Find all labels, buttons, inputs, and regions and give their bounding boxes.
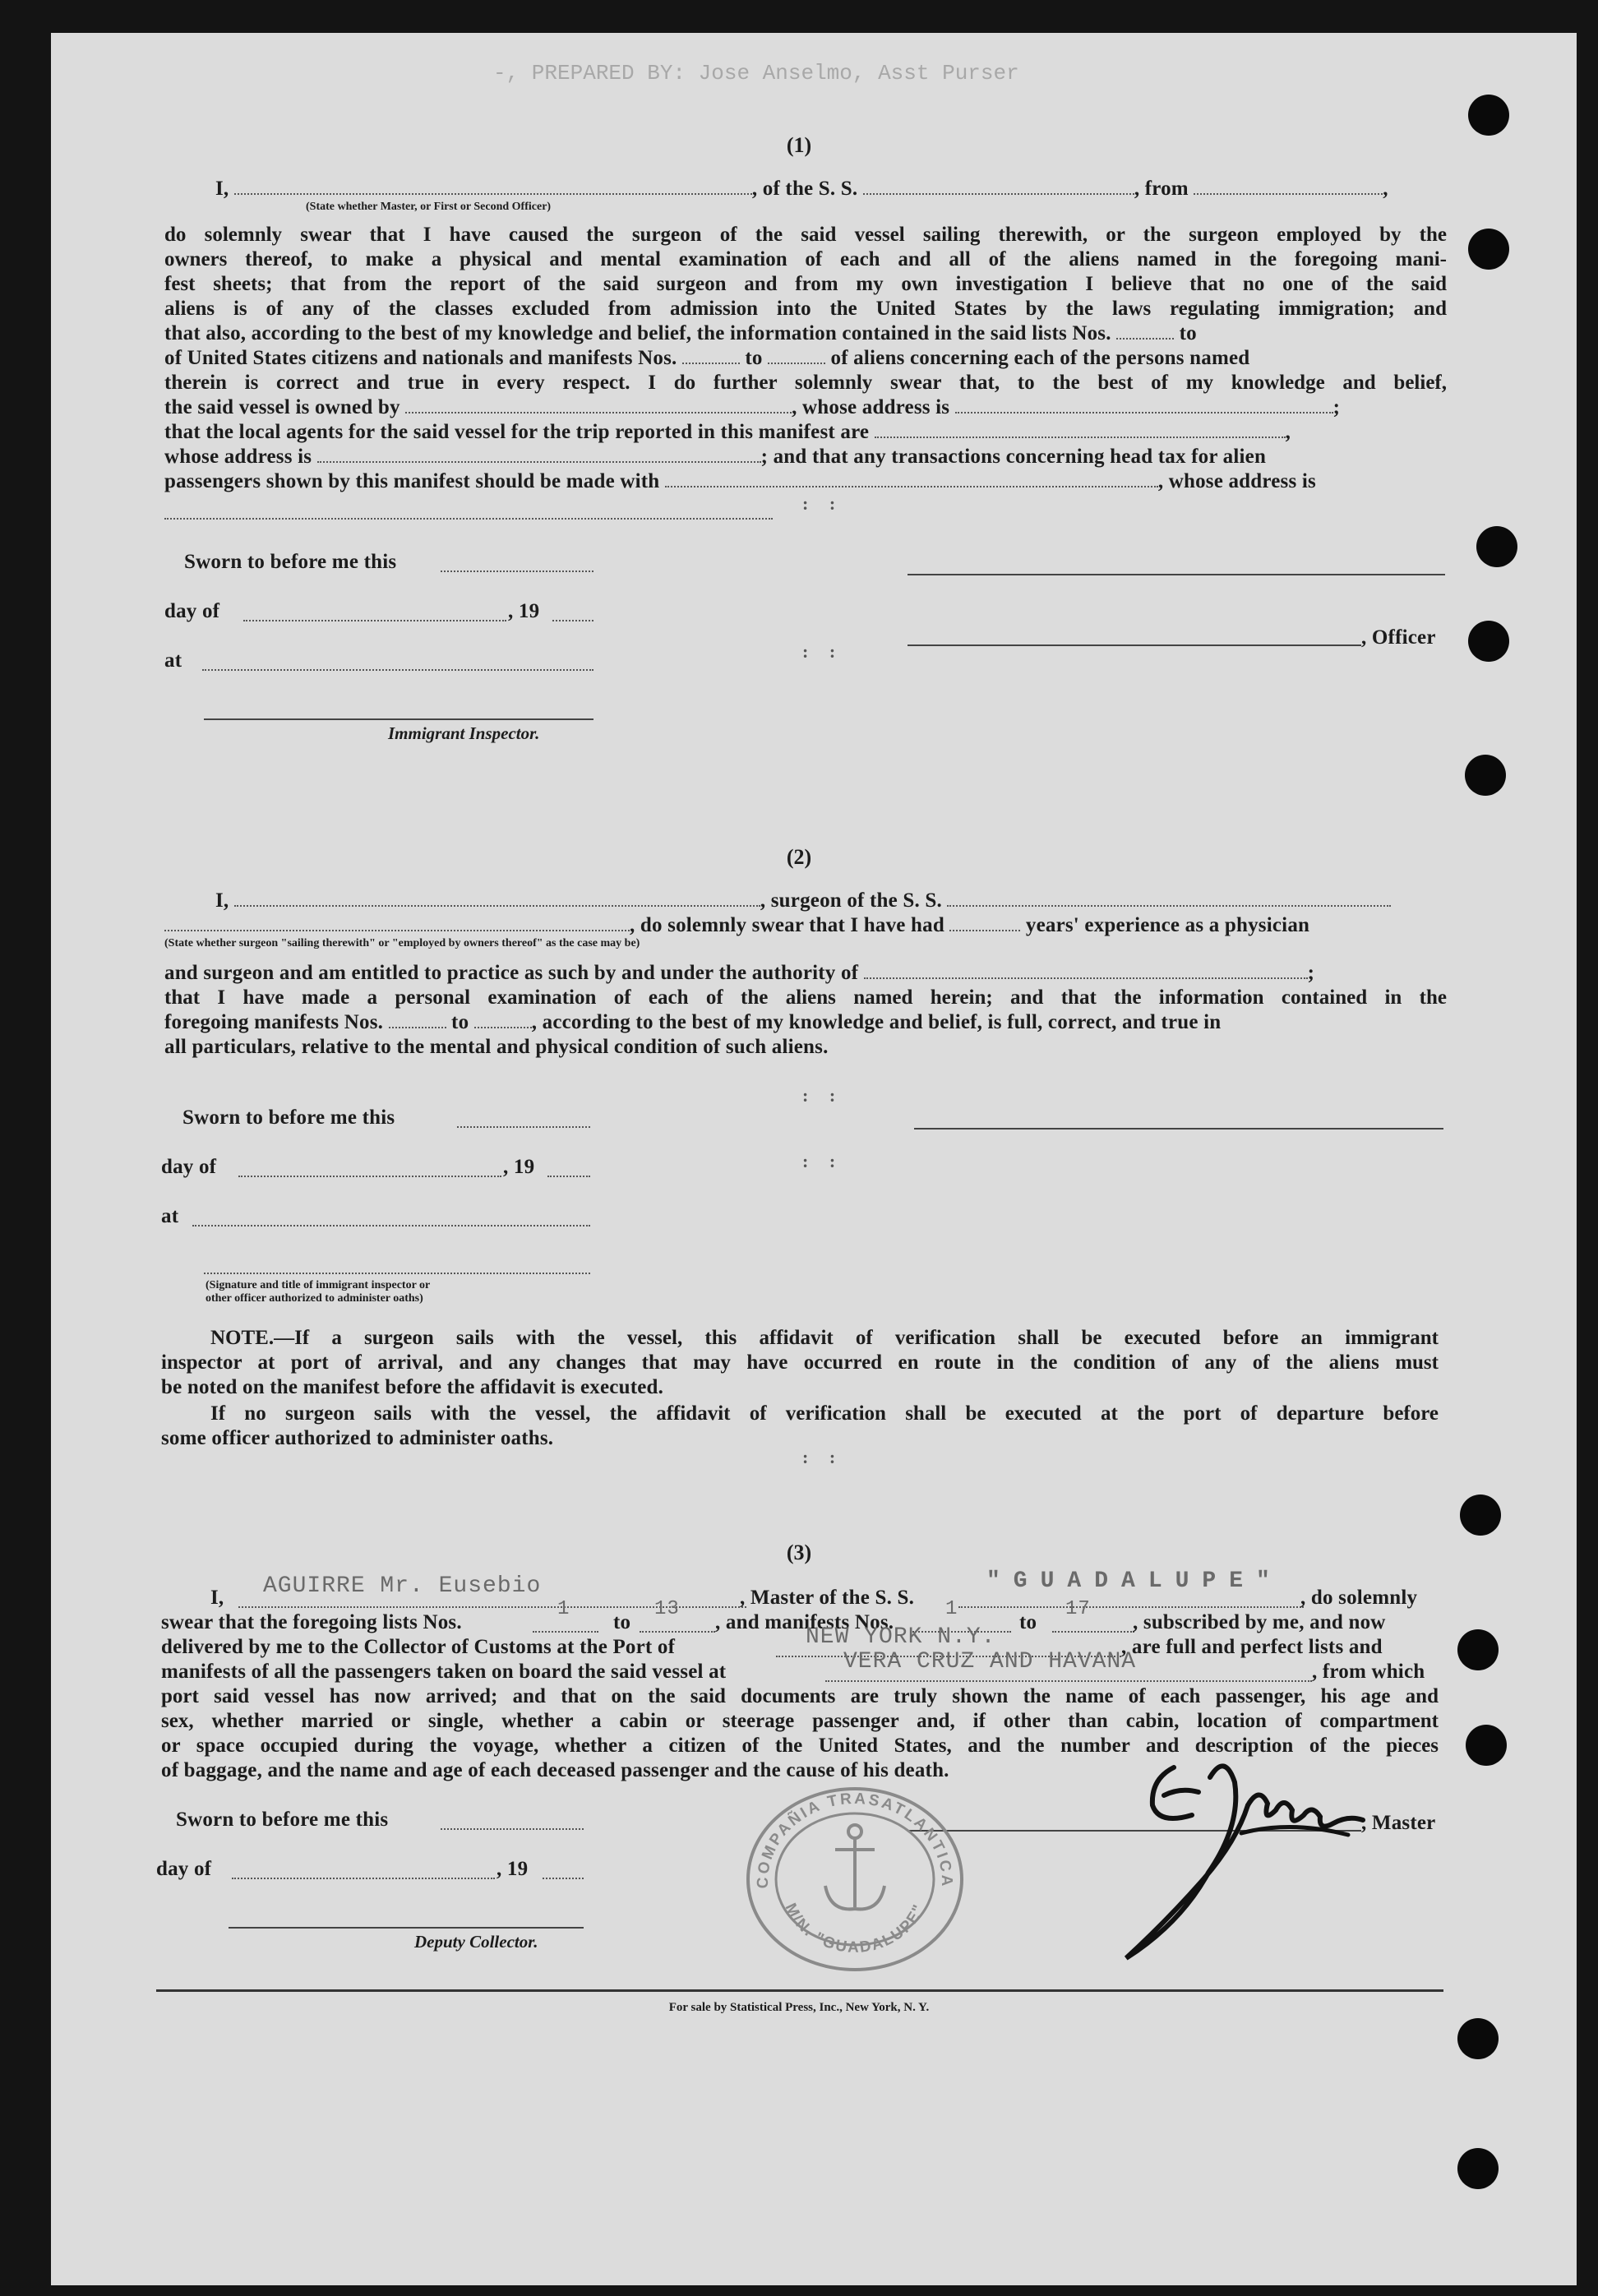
note-line-3: be noted on the manifest before the affidavit is executed. — [161, 1376, 664, 1398]
punch-hole — [1457, 1629, 1499, 1670]
s1-address-line[interactable] — [164, 518, 773, 520]
section-2-number: (2) — [786, 845, 812, 869]
deputy-line[interactable] — [229, 1927, 584, 1929]
s1-dayof: day of — [164, 600, 220, 622]
s2-manifest-from-field[interactable] — [389, 1026, 446, 1028]
s1-l7b: to — [745, 347, 763, 369]
s1-inspector-label: Immigrant Inspector. — [388, 723, 540, 743]
s1-sworn-field[interactable] — [441, 571, 593, 572]
s1-l12a: passengers shown by this manifest should be made with — [164, 470, 660, 492]
s2-year-field[interactable] — [547, 1176, 590, 1177]
s2-sig-note-1: (Signature and title of immigrant inspector or — [206, 1279, 431, 1291]
margin-marks: : : — [802, 1447, 844, 1467]
s3-sworn-field[interactable] — [441, 1828, 584, 1830]
owner-field[interactable] — [405, 411, 792, 413]
s3-dayof: day of — [156, 1858, 212, 1880]
s1-line12 — [164, 470, 1316, 493]
punch-hole — [1457, 2148, 1499, 2189]
lists-from-line[interactable] — [533, 1631, 598, 1633]
s3-l3b: , are full and perfect lists and — [1121, 1636, 1383, 1658]
port-value: NEW YORK N.Y. — [806, 1624, 996, 1650]
s3-nineteen: , 19 — [496, 1858, 529, 1880]
ship-name-field[interactable] — [863, 192, 1134, 195]
lists-to-value: 13 — [654, 1598, 680, 1620]
man-from-value: 1 — [945, 1598, 958, 1620]
s1-l6a: that also, according to the best of my knowledge and belief, the information contained in the said lists Nos. — [164, 322, 1111, 344]
s2-signature-field[interactable] — [204, 1273, 590, 1274]
margin-marks: : : — [802, 1085, 844, 1106]
s2-l1b: , surgeon of the S. S. — [760, 889, 942, 912]
agents-field[interactable] — [875, 436, 1286, 438]
s2-l5c: , according to the best of my knowledge and belief, is full, correct, and true in — [531, 1011, 1222, 1033]
from-ports-value: VERA CRUZ AND HAVANA — [843, 1649, 1137, 1675]
s1-ofss-label: , of the S. S. — [751, 178, 858, 200]
s3-year-field[interactable] — [543, 1878, 584, 1879]
s1-line6 — [164, 322, 1197, 345]
s1-l7c: of aliens concerning each of the persons named — [830, 347, 1250, 369]
s2-l5b: to — [451, 1011, 469, 1033]
s3-l2c: , and manifests Nos. — [715, 1611, 894, 1633]
s2-line3 — [164, 962, 1314, 985]
s1-line9 — [164, 396, 1340, 419]
s2-sig-note-2: other officer authorized to administer oaths) — [206, 1292, 423, 1305]
s2-l3b: ; — [1307, 962, 1315, 984]
note-line-1 — [210, 1327, 1439, 1350]
manifests-to-field[interactable] — [768, 362, 825, 364]
punch-hole — [1460, 1494, 1501, 1536]
agents-address-field[interactable] — [317, 460, 761, 463]
section-3-number: (3) — [786, 1541, 812, 1564]
s1-sign-line-1[interactable] — [908, 574, 1445, 575]
s2-line4: that I have made a personal examination of each of the aliens named herein; and that the information contained in the — [164, 986, 1447, 1009]
header-bleed: -, PREPARED BY: Jose Anselmo, Asst Purser — [493, 61, 1019, 85]
section-1-number: (1) — [786, 133, 812, 157]
s2-at: at — [161, 1205, 179, 1227]
s2-l1a: I, — [215, 889, 229, 912]
s2-sworn-field[interactable] — [457, 1126, 590, 1128]
s2-line2 — [164, 914, 1309, 937]
s1-l11b: ; and that any transactions concerning head tax for alien — [760, 446, 1267, 468]
s1-line5: aliens is of any of the classes excluded from admission into the United States by the laws regulating immigration; and — [164, 298, 1447, 320]
s1-officer-note: (State whether Master, or First or Second Officer) — [306, 201, 552, 213]
years-field[interactable] — [949, 929, 1020, 931]
s2-ship-field[interactable] — [947, 904, 1391, 907]
s3-line7: or space occupied during the voyage, whether a citizen of the United States, and the number and description of the pieces — [161, 1735, 1439, 1757]
footer-rule — [156, 1989, 1443, 1992]
s1-l10a: that the local agents for the said vessel for the trip reported in this manifest are — [164, 421, 870, 443]
s1-l9a: the said vessel is owned by — [164, 396, 400, 418]
s2-surgeon-note: (State whether surgeon "sailing therewith" or "employed by owners thereof" as the case may be) — [164, 937, 640, 949]
s3-ship-field[interactable] — [958, 1606, 1304, 1608]
s1-l6b: to — [1179, 322, 1197, 344]
s2-surgeon-sign-line[interactable] — [914, 1128, 1443, 1130]
s1-i-label: I, — [215, 178, 229, 200]
footer-text: For sale by Statistical Press, Inc., New York, N. Y. — [668, 2001, 930, 2014]
s3-l2d: to — [1019, 1611, 1037, 1633]
s3-sworn: Sworn to before me this — [176, 1809, 389, 1831]
s1-at-field[interactable] — [202, 669, 593, 671]
s1-line8: therein is correct and true in every respect. I do further solemnly swear that, to the best of my knowledge and belief, — [164, 372, 1447, 394]
punch-hole — [1457, 2018, 1499, 2059]
s3-master-label: , Master — [1361, 1812, 1436, 1834]
s1-day-field[interactable] — [243, 620, 506, 621]
note-line-4: If no surgeon sails with the vessel, the affidavit of verification shall be executed at the port of departure before — [210, 1402, 1439, 1425]
note-line-5: some officer authorized to administer oaths. — [161, 1427, 554, 1449]
s1-nineteen: , 19 — [508, 600, 540, 622]
s1-year-field[interactable] — [552, 620, 593, 621]
s2-l3a: and surgeon and am entitled to practice as such by and under the authority of — [164, 962, 859, 984]
stamp-bottom-text: M/N. "GUADALUPE" — [781, 1901, 929, 1956]
surgeon-name-field[interactable] — [234, 904, 760, 907]
s3-l3a: delivered by me to the Collector of Customs at the Port of — [161, 1636, 676, 1658]
from-port-field[interactable] — [1194, 192, 1383, 195]
owner-address-field[interactable] — [955, 411, 1333, 413]
manifests-from-field[interactable] — [682, 362, 740, 364]
surgeon-status-field[interactable] — [164, 929, 630, 931]
master-signature — [1102, 1735, 1381, 1965]
s3-l4b: , from which — [1312, 1661, 1425, 1683]
s3-line8: of baggage, and the name and age of each deceased passenger and the cause of his death. — [161, 1759, 949, 1781]
s1-line3: owners thereof, to make a physical and mental examination of each and all of the aliens named in the foregoing mani- — [164, 248, 1447, 270]
s2-nineteen: , 19 — [503, 1156, 535, 1178]
note-label: NOTE. — [210, 1327, 275, 1349]
s2-at-field[interactable] — [192, 1225, 590, 1227]
master-name-value: AGUIRRE Mr. Eusebio — [263, 1573, 542, 1599]
s3-l1b: , Master of the S. S. — [740, 1587, 915, 1609]
lists-from-field[interactable] — [1116, 337, 1174, 340]
s1-at: at — [164, 649, 182, 672]
punch-hole — [1468, 229, 1509, 270]
s2-day-field[interactable] — [238, 1176, 501, 1177]
s2-line1 — [215, 889, 1391, 912]
s2-dayof: day of — [161, 1156, 217, 1178]
punch-hole — [1468, 621, 1509, 662]
s2-l5a: foregoing manifests Nos. — [164, 1011, 384, 1033]
note-line-2: inspector at port of arrival, and any changes that may have occurred en route in the condition of any of the aliens must — [161, 1351, 1439, 1374]
s1-l9c: ; — [1332, 396, 1341, 418]
s1-inspector-line[interactable] — [204, 718, 593, 720]
s1-line2: do solemnly swear that I have caused the surgeon of the said vessel sailing therewith, or the surgeon employed by the — [164, 224, 1447, 246]
lists-to-line[interactable] — [640, 1631, 715, 1633]
s1-line1: I, , of the S. S. , from , — [215, 178, 1388, 200]
from-ports-field[interactable] — [825, 1680, 1312, 1682]
punch-hole — [1476, 526, 1517, 567]
anchor-icon — [825, 1825, 884, 1909]
margin-marks: : : — [802, 1151, 844, 1171]
s2-manifest-to-field[interactable] — [474, 1026, 532, 1028]
s3-l2a: swear that the foregoing lists Nos. — [161, 1611, 462, 1633]
s1-sign-line-2[interactable] — [908, 644, 1361, 646]
s2-line5 — [164, 1011, 1221, 1034]
s2-sworn: Sworn to before me this — [182, 1106, 395, 1129]
punch-hole — [1466, 1725, 1507, 1766]
ship-stamp — [743, 1784, 967, 1975]
s2-l2b: years' experience as a physician — [1025, 914, 1310, 936]
s1-from-label: , from — [1134, 178, 1189, 200]
margin-marks: : : — [802, 493, 870, 514]
authority-field[interactable] — [864, 977, 1308, 979]
s3-l2b: to — [613, 1611, 631, 1633]
s3-i-label: I, — [210, 1587, 224, 1609]
s1-sworn: Sworn to before me this — [184, 551, 397, 573]
s1-l9b: , whose address is — [792, 396, 950, 418]
man-to-value: 17 — [1065, 1598, 1091, 1620]
note-text-1: —If a surgeon sails with the vessel, this affidavit of verification shall be executed before an immigrant — [274, 1327, 1439, 1349]
officer-name-field[interactable] — [234, 192, 752, 195]
s1-line7 — [164, 347, 1249, 370]
s1-l10b: , — [1285, 421, 1291, 443]
s1-l11a: whose address is — [164, 446, 312, 468]
s3-line6: sex, whether married or single, whether a cabin or steerage passenger and, if other than cabin, location of compartment — [161, 1710, 1439, 1732]
s3-line5: port said vessel has now arrived; and that on the said documents are truly shown the name of each passenger, his age and — [161, 1685, 1439, 1707]
s1-l12b: , whose address is — [1157, 470, 1316, 492]
s2-l2a: , do solemnly swear that I have had — [630, 914, 944, 936]
lists-from-value: 1 — [557, 1598, 570, 1620]
head-tax-field[interactable] — [665, 485, 1158, 487]
punch-hole — [1465, 755, 1506, 796]
man-to-line[interactable] — [1052, 1631, 1134, 1633]
stamp-top-text: COMPAÑIA TRASATLANTICA — [754, 1790, 956, 1889]
punch-hole — [1468, 95, 1509, 136]
s3-l1c: , do solemnly — [1300, 1587, 1418, 1609]
s3-l4a: manifests of all the passengers taken on board the said vessel at — [161, 1661, 727, 1683]
margin-marks: : : — [802, 641, 844, 662]
s3-l2e: , subscribed by me, and now — [1133, 1611, 1386, 1633]
ship-name-value: "GUADALUPE" — [986, 1568, 1283, 1594]
s1-l7a: of United States citizens and nationals and manifests Nos. — [164, 347, 677, 369]
deputy-label: Deputy Collector. — [414, 1932, 538, 1952]
s2-line6: all particulars, relative to the mental and physical condition of such aliens. — [164, 1036, 829, 1058]
s1-officer-label: , Officer — [1361, 626, 1436, 649]
s1-line4: fest sheets; that from the report of the said surgeon and from my own investigation I believe that no one of the said — [164, 273, 1447, 295]
s1-line11 — [164, 446, 1266, 469]
s1-line10 — [164, 421, 1291, 444]
s3-day-field[interactable] — [232, 1878, 495, 1879]
